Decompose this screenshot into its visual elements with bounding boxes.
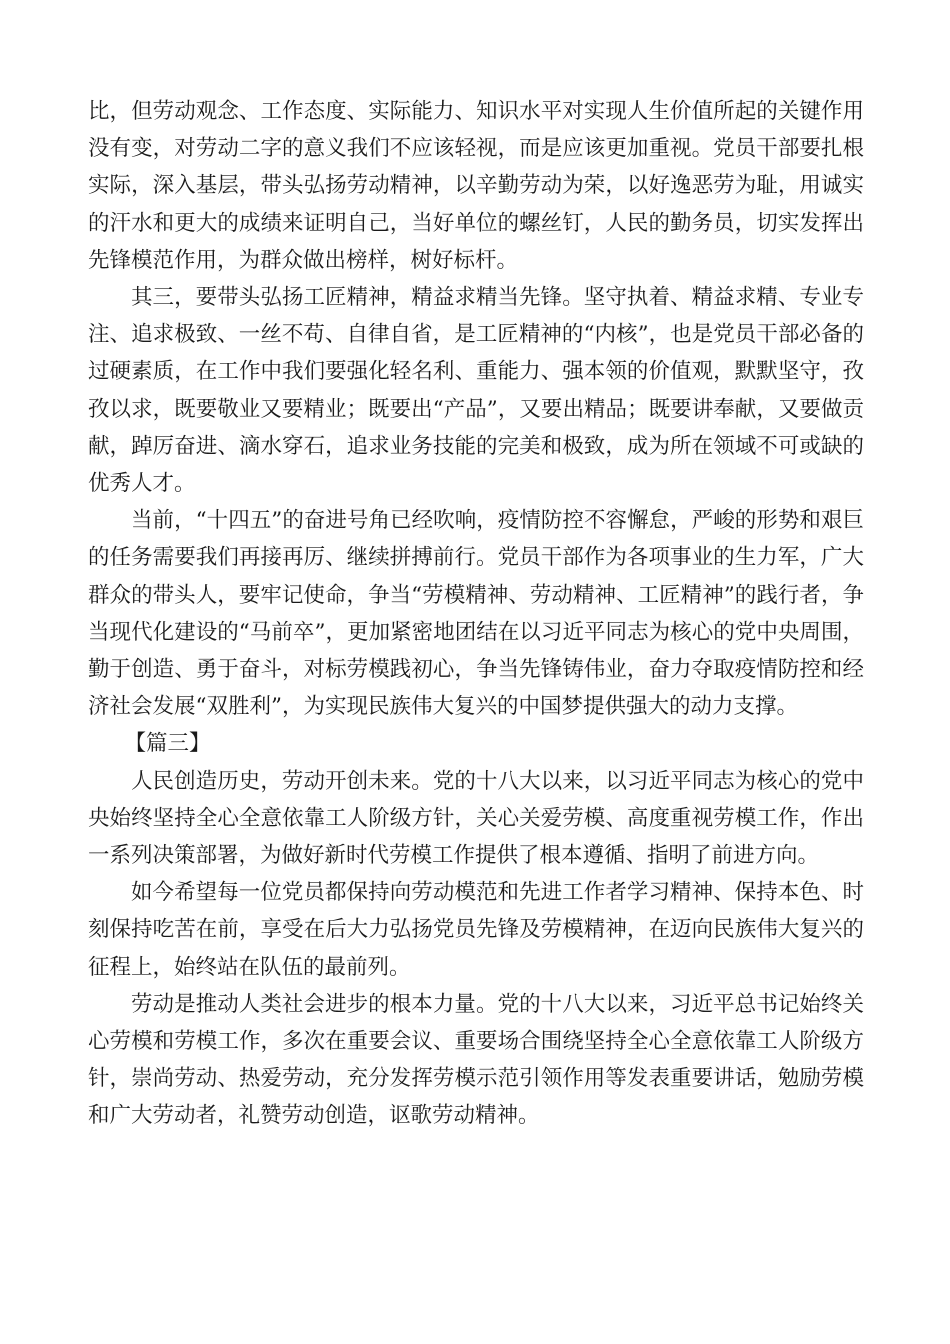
paragraph-continuation: 比，但劳动观念、工作态度、实际能力、知识水平对实现人生价值所起的关键作用没有变，对劳动二字的意义我们不应该轻视，而是应该更加重视。党员干部要扎根实际，深入基层，带头弘扬劳动精神，以辛勤劳动为荣，以好逸恶劳为耻，用诚实的汗水和更大的成绩来证明自己，当好单位的螺丝钉，人民的勤务员，切实发挥出先锋模范作用，为群众做出榜样，树好标杆。 bbox=[88, 99, 864, 273]
paragraph-people-create-history: 人民创造历史，劳动开创未来。党的十八大以来，以习近平同志为核心的党中央始终坚持全心全意依靠工人阶级方针，关心关爱劳模、高度重视劳模工作，作出一系列决策部署，为做好新时代劳模工作提供了根本遵循、指明了前进方向。 bbox=[88, 768, 864, 869]
section-heading: 【篇三】 bbox=[124, 731, 211, 757]
paragraph-fourteenth-five-year: 当前，“十四五”的奋进号角已经吹响，疫情防控不容懈怠，严峻的形势和艰巨的任务需要我们再接再厉、继续拼搏前行。党员干部作为各项事业的生力军，广大群众的带头人，要牢记使命，争当“劳模精神、劳动精神、工匠精神”的践行者，争当现代化建设的“马前卒”，更加紧密地团结在以习近平同志为核心的党中央周围，勤于创造、勇于奋斗，对标劳模践初心，争当先锋铸伟业，奋力夺取疫情防控和经济社会发展“双胜利”，为实现民族伟大复兴的中国梦提供强大的动力支撑。 bbox=[88, 508, 864, 720]
paragraph-party-members-hope: 如今希望每一位党员都保持向劳动模范和先进工作者学习精神、保持本色、时刻保持吃苦在前，享受在后大力弘扬党员先锋及劳模精神，在迈向民族伟大复兴的征程上，始终站在队伍的最前列。 bbox=[88, 880, 864, 980]
paragraph-labor-progress: 劳动是推动人类社会进步的根本力量。党的十八大以来，习近平总书记始终关心劳模和劳模工作，多次在重要会议、重要场合围绕坚持全心全意依靠工人阶级方针，崇尚劳动、热爱劳动，充分发挥劳模示范引领作用等发表重要讲话，勉励劳模和广大劳动者，礼赞劳动创造，讴歌劳动精神。 bbox=[88, 991, 864, 1129]
document-page bbox=[88, 93, 864, 1135]
paragraph-craftsman-spirit: 其三，要带头弘扬工匠精神，精益求精当先锋。坚守执着、精益求精、专业专注、追求极致、一丝不苟、自律自省，是工匠精神的“内核”，也是党员干部必备的过硬素质，在工作中我们要强化轻名利、重能力、强本领的价值观，默默坚守，孜孜以求，既要敬业又要精业；既要出“产品”，又要出精品；既要讲奉献，又要做贡献，踔厉奋进、滴水穿石，追求业务技能的完美和极致，成为所在领域不可或缺的优秀人才。 bbox=[88, 285, 864, 497]
